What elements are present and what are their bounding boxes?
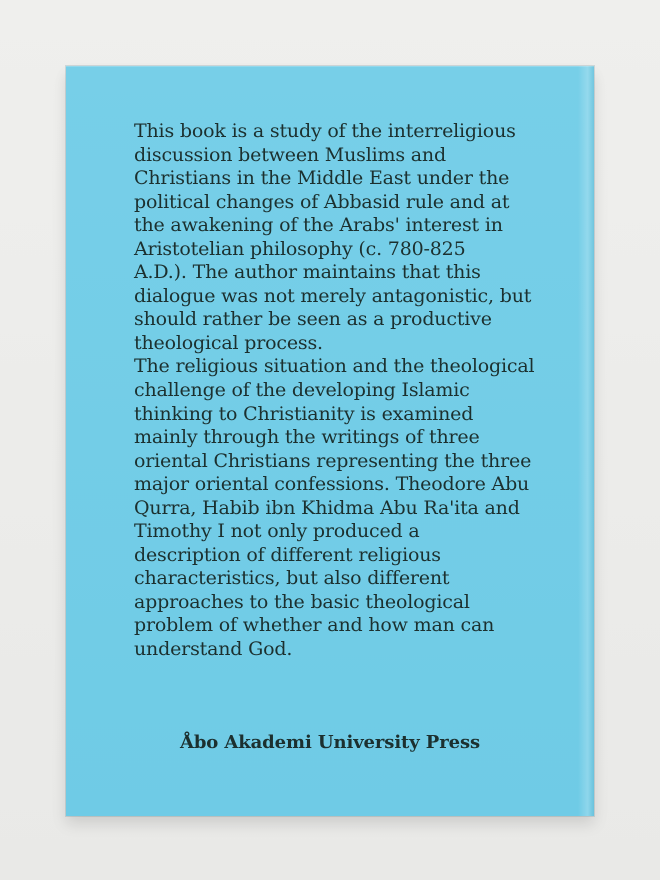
blurb-line: thinking to Christianity is examined [134,402,474,425]
blurb-line: approaches to the basic theological [134,590,470,613]
blurb-line: The religious situation and the theological [134,355,535,378]
blurb-line: A.D.). The author maintains that this [134,261,481,284]
book-back-cover [66,66,594,816]
blurb-line: problem of whether and how man can [134,614,495,637]
blurb-text [134,120,564,662]
blurb-line: challenge of the developing Islamic [134,379,470,402]
blurb-line: should rather be seen as a productive [134,308,492,331]
blurb-line: major oriental confessions. Theodore Abu [134,473,530,496]
blurb-line: Christians in the Middle East under the [134,167,510,190]
blurb-line: dialogue was not merely antagonistic, but [134,284,532,307]
blurb-line: the awakening of the Arabs' interest in [134,214,503,237]
blurb-line: description of different religious [134,543,441,566]
blurb-line: theological process. [134,331,323,354]
blurb-line: oriental Christians representing the three [134,449,532,472]
blurb-line: Timothy I not only produced a [134,520,420,543]
blurb-line: characteristics, but also different [134,567,450,590]
blurb-line: Aristotelian philosophy (c. 780-825 [134,237,466,260]
blurb-line: understand God. [134,638,293,661]
book-spine-edge [578,66,594,816]
blurb-line: Qurra, Habib ibn Khidma Abu Ra'ita and [134,496,520,519]
blurb-line: political changes of Abbasid rule and at [134,190,510,213]
publisher-name: Åbo Akademi University Press [179,732,481,753]
blurb-line: mainly through the writings of three [134,426,480,449]
blurb-line: This book is a study of the interreligious [134,120,516,142]
blurb-line: discussion between Muslims and [134,143,446,166]
